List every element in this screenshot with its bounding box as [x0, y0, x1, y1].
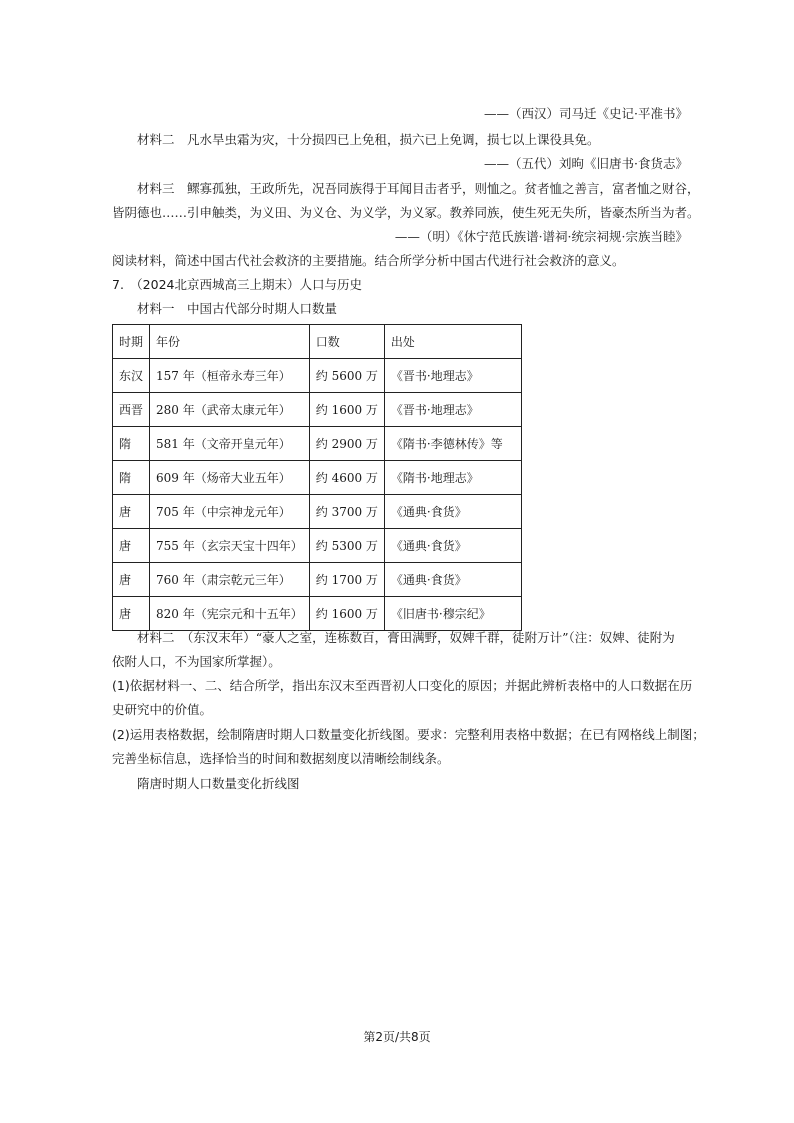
- material-1-title: 材料一 中国古代部分时期人口数量: [137, 301, 338, 316]
- cell-population: 约 5300 万: [309, 529, 384, 563]
- cell-year: 705 年（中宗神龙元年）: [150, 495, 310, 529]
- question-7-heading: 7. （2024北京西城高三上期末）人口与历史: [112, 277, 362, 292]
- cell-period: 隋: [113, 461, 150, 495]
- cell-period: 唐: [113, 495, 150, 529]
- cell-period: 东汉: [113, 359, 150, 393]
- cell-population: 约 1600 万: [309, 597, 384, 631]
- cell-source: 《通典·食货》: [384, 495, 521, 529]
- material-2b-text-line-2: 依附人口，不为国家所掌握）。: [112, 654, 281, 669]
- material-3-text-line-2: 皆阴德也……引申触类，为义田、为义仓、为义学，为义冢。教养同族，使生死无失所，皆豪杰所当为者。: [112, 205, 700, 220]
- table-row: [113, 427, 522, 461]
- cell-year: 157 年（桓帝永寿三年）: [150, 359, 310, 393]
- table-header-row: [113, 325, 522, 359]
- part-2-line-2: 完善坐标信息，选择恰当的时间和数据刻度以清晰绘制线条。: [112, 751, 450, 766]
- cell-year: 609 年（炀帝大业五年）: [150, 461, 310, 495]
- cell-source: 《旧唐书·穆宗纪》: [384, 597, 521, 631]
- chart-caption: 隋唐时期人口数量变化折线图: [137, 776, 300, 791]
- cell-population: 约 1600 万: [309, 393, 384, 427]
- table-row: [113, 393, 522, 427]
- cell-period: 唐: [113, 563, 150, 597]
- source-citation-2: ——（五代）刘昫《旧唐书·食货志》: [484, 156, 688, 171]
- material-2b-text-line-1: 材料二 （东汉末年）“豪人之室，连栋数百，膏田满野，奴婢千群，徒附万计”（注：奴婢、徒附为: [137, 630, 675, 645]
- cell-population: 约 4600 万: [309, 461, 384, 495]
- source-citation-3: ——（明）《休宁范氏族谱·谱祠·统宗祠规·宗族当睦》: [394, 229, 688, 244]
- part-1-line-2: 史研究中的价值。: [112, 702, 213, 717]
- cell-period: 唐: [113, 597, 150, 631]
- cell-source: 《晋书·地理志》: [384, 359, 521, 393]
- cell-source: 《隋书·李德林传》等: [384, 427, 521, 461]
- part-2-line-1: (2)运用表格数据，绘制隋唐时期人口数量变化折线图。要求：完整利用表格中数据；在已有网格线上制图；: [112, 727, 705, 742]
- source-citation-1: ——（西汉）司马迁《史记·平准书》: [484, 106, 688, 121]
- cell-year: 755 年（玄宗天宝十四年）: [150, 529, 310, 563]
- cell-population: 约 1700 万: [309, 563, 384, 597]
- table-row: [113, 461, 522, 495]
- cell-period: 隋: [113, 427, 150, 461]
- header-population: 口数: [309, 325, 384, 359]
- table-row: [113, 495, 522, 529]
- table-row: [113, 529, 522, 563]
- cell-year: 280 年（武帝太康元年）: [150, 393, 310, 427]
- population-table: [112, 324, 522, 631]
- cell-population: 约 2900 万: [309, 427, 384, 461]
- cell-year: 820 年（宪宗元和十五年）: [150, 597, 310, 631]
- part-1-line-1: (1)依据材料一、二、结合所学，指出东汉末至西晋初人口变化的原因；并据此辨析表格中的人口数据在历: [112, 678, 693, 693]
- cell-population: 约 5600 万: [309, 359, 384, 393]
- cell-period: 唐: [113, 529, 150, 563]
- material-3-text-line-1: 材料三 鳏寡孤独，王政所先，况吾同族得于耳闻目击者乎，则恤之。贫者恤之善言，富者恤之财谷，: [137, 181, 700, 196]
- cell-year: 760 年（肃宗乾元三年）: [150, 563, 310, 597]
- material-2-text: 材料二 凡水旱虫霜为灾，十分损四已上免租，损六已上免调，损七以上课役具免。: [137, 132, 600, 147]
- cell-source: 《隋书·地理志》: [384, 461, 521, 495]
- table-row: [113, 597, 522, 631]
- header-year: 年份: [150, 325, 310, 359]
- cell-source: 《通典·食货》: [384, 563, 521, 597]
- page-footer: 第2页/共8页: [363, 1030, 431, 1044]
- question-6-prompt: 阅读材料，简述中国古代社会救济的主要措施。结合所学分析中国古代进行社会救济的意义。: [112, 253, 625, 268]
- cell-source: 《晋书·地理志》: [384, 393, 521, 427]
- cell-population: 约 3700 万: [309, 495, 384, 529]
- header-source: 出处: [384, 325, 521, 359]
- cell-source: 《通典·食货》: [384, 529, 521, 563]
- table-row: [113, 359, 522, 393]
- cell-year: 581 年（文帝开皇元年）: [150, 427, 310, 461]
- header-period: 时期: [113, 325, 150, 359]
- cell-period: 西晋: [113, 393, 150, 427]
- table-row: [113, 563, 522, 597]
